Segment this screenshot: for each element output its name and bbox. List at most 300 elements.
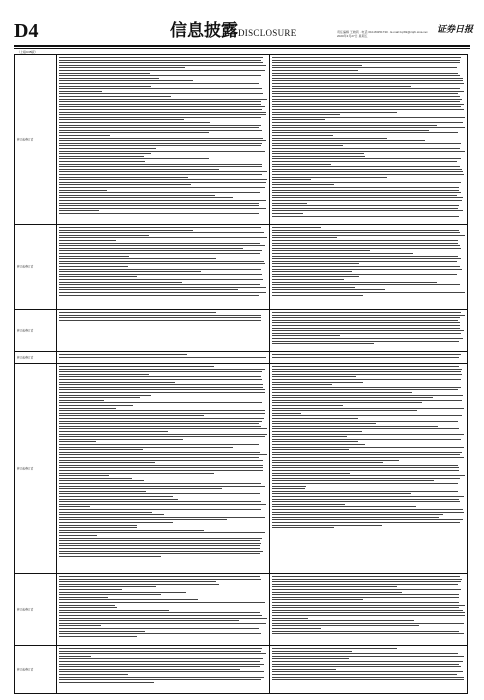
text-line (272, 677, 464, 678)
text-line (272, 436, 347, 437)
table-row (15, 646, 467, 693)
text-line (59, 269, 261, 270)
text-line (272, 145, 343, 146)
text-line (272, 509, 463, 510)
text-line (272, 592, 402, 593)
text-line (272, 328, 460, 329)
text-line (59, 143, 262, 144)
text-line (272, 602, 459, 603)
text-line (59, 491, 146, 492)
cell-text-block (272, 57, 465, 223)
text-line (272, 633, 464, 634)
text-line (59, 441, 96, 442)
text-line (272, 402, 422, 403)
text-line (272, 658, 349, 659)
text-line (59, 467, 263, 468)
after-revision-cell (270, 310, 467, 351)
text-line (59, 109, 262, 110)
text-line (59, 402, 262, 403)
text-line (272, 423, 376, 424)
text-line (272, 258, 461, 259)
text-line (59, 369, 265, 370)
text-line (59, 112, 266, 113)
text-line (59, 127, 259, 128)
text-line (272, 96, 460, 97)
text-line (59, 169, 219, 170)
text-line (272, 279, 344, 280)
before-revision-cell (57, 364, 270, 573)
text-line (59, 256, 129, 257)
text-line (272, 441, 358, 442)
row-label: 修订前/修订后 (17, 265, 34, 269)
text-line (59, 625, 101, 626)
text-line (59, 274, 262, 275)
text-line (272, 169, 462, 170)
text-line (59, 263, 265, 264)
text-line (272, 397, 433, 398)
text-line (272, 122, 463, 123)
disclosure-table (14, 54, 468, 694)
text-line (272, 447, 464, 448)
before-revision-cell (57, 55, 270, 224)
text-line (272, 597, 459, 598)
text-line (272, 271, 352, 272)
cell-text-block (272, 227, 465, 308)
text-line (272, 382, 363, 383)
text-line (59, 589, 122, 590)
text-line (272, 164, 331, 165)
text-line (59, 376, 261, 377)
text-line (59, 525, 137, 526)
text-line (272, 460, 399, 461)
row-label: 修订前/修订后 (17, 667, 34, 671)
text-line (272, 312, 461, 313)
text-line (59, 473, 214, 474)
cell-text-block (59, 366, 267, 572)
cell-text-block (59, 576, 267, 644)
text-line (59, 592, 186, 593)
text-line (272, 210, 463, 211)
text-line (272, 379, 461, 380)
text-line (272, 161, 457, 162)
text-line (59, 538, 262, 539)
text-line (272, 325, 460, 326)
text-line (272, 117, 465, 118)
text-line (59, 457, 259, 458)
text-line (59, 664, 264, 665)
text-line (59, 248, 243, 249)
cell-text-block (272, 354, 465, 362)
text-line (272, 99, 462, 100)
text-line (272, 341, 459, 342)
text-line (59, 156, 144, 157)
text-line (272, 140, 425, 141)
text-line (59, 426, 261, 427)
text-line (272, 269, 462, 270)
text-line (272, 651, 352, 652)
text-line (272, 395, 463, 396)
table-row (15, 310, 467, 352)
text-line (272, 400, 462, 401)
text-line (59, 99, 267, 100)
text-line (59, 73, 150, 74)
text-line (272, 80, 463, 81)
text-line (272, 317, 460, 318)
text-line (272, 371, 461, 372)
text-line (272, 473, 350, 474)
text-line (59, 607, 117, 608)
text-line (272, 434, 464, 435)
text-line (59, 258, 216, 259)
text-line (272, 576, 460, 577)
text-line (272, 322, 460, 323)
text-line (272, 354, 461, 355)
text-line (59, 462, 155, 463)
text-line (272, 389, 458, 390)
page-number: D4 (14, 20, 39, 42)
text-line (272, 666, 461, 667)
text-line (272, 661, 463, 662)
text-line (272, 208, 458, 209)
text-line (59, 674, 128, 675)
text-line (59, 421, 262, 422)
text-line (272, 674, 457, 675)
text-line (272, 335, 340, 336)
text-line (272, 237, 337, 238)
text-line (272, 384, 332, 385)
cell-text-block (59, 227, 267, 308)
text-line (272, 628, 321, 629)
row-label-cell (15, 364, 57, 573)
text-line (59, 93, 263, 94)
text-line (59, 486, 265, 487)
text-line (272, 227, 321, 228)
text-line (59, 504, 266, 505)
text-line (59, 171, 267, 172)
text-line (59, 509, 261, 510)
text-line (59, 586, 156, 587)
table-caption: （上接C35版） (17, 50, 38, 54)
text-line (59, 80, 193, 81)
before-revision-cell (57, 310, 270, 351)
section-title (170, 21, 297, 43)
text-line (59, 295, 259, 296)
text-line (59, 514, 164, 515)
text-line (59, 245, 265, 246)
text-line (59, 235, 149, 236)
text-line (59, 354, 187, 355)
text-line (59, 480, 144, 481)
text-line (59, 205, 259, 206)
text-line (59, 279, 263, 280)
issue-date: 2020年3月27日 星期五 (337, 33, 368, 38)
before-revision-cell (57, 646, 270, 693)
text-line (59, 114, 266, 115)
text-line (59, 682, 154, 683)
text-line (272, 174, 464, 175)
text-line (59, 317, 261, 318)
text-line (272, 408, 464, 409)
text-line (59, 287, 266, 288)
table-row (15, 225, 467, 310)
text-line (59, 677, 264, 678)
text-line (59, 227, 261, 228)
text-line (272, 132, 458, 133)
text-line (272, 235, 465, 236)
text-line (272, 581, 461, 582)
text-line (59, 449, 143, 450)
text-line (272, 282, 437, 283)
text-line (272, 449, 349, 450)
text-line (272, 679, 464, 680)
text-line (59, 67, 185, 68)
text-line (59, 517, 265, 518)
text-line (59, 148, 156, 149)
text-line (272, 166, 460, 167)
text-line (59, 519, 227, 520)
cell-text-block (272, 648, 465, 692)
text-line (59, 190, 107, 191)
text-line (59, 478, 132, 479)
text-line (59, 60, 261, 61)
text-line (59, 213, 259, 214)
text-line (272, 478, 460, 479)
text-line (272, 514, 443, 515)
text-line (59, 210, 99, 211)
text-line (59, 653, 266, 654)
text-line (59, 522, 173, 523)
text-line (59, 413, 265, 414)
text-line (272, 320, 458, 321)
after-revision-cell (270, 225, 467, 309)
text-line (272, 67, 457, 68)
editor-contact-line: 责任编辑 王晓莉 · 电话 010-83251730 · E-mail:zqrb9@zqrb.sina.net (337, 30, 428, 34)
text-line (272, 284, 460, 285)
text-line (59, 382, 175, 383)
text-line (59, 192, 260, 193)
text-line (59, 410, 265, 411)
text-line (272, 333, 461, 334)
text-line (272, 83, 464, 84)
text-line (272, 240, 458, 241)
text-line (272, 405, 343, 406)
text-line (59, 656, 91, 657)
text-line (59, 545, 260, 546)
text-line (272, 130, 429, 131)
text-line (272, 114, 340, 115)
row-label: 修订前/修订后 (17, 137, 34, 141)
text-line (59, 195, 215, 196)
text-line (59, 499, 178, 500)
text-line (272, 205, 459, 206)
text-line (59, 91, 102, 92)
row-label-cell (15, 352, 57, 363)
text-line (272, 610, 463, 611)
cell-text-block (272, 312, 465, 350)
text-line (59, 620, 239, 621)
text-line (272, 517, 439, 518)
text-line (272, 292, 465, 293)
text-line (59, 470, 263, 471)
text-line (59, 104, 261, 105)
text-line (59, 551, 263, 552)
cell-text-block (59, 312, 267, 350)
masthead-rule-thin (14, 48, 470, 49)
text-line (59, 610, 169, 611)
text-line (59, 576, 260, 577)
text-line (59, 648, 262, 649)
text-line (272, 664, 459, 665)
text-line (272, 599, 363, 600)
text-line (272, 135, 333, 136)
after-revision-cell (270, 55, 467, 224)
text-line (59, 666, 260, 667)
text-line (272, 519, 463, 520)
text-line (272, 579, 462, 580)
text-line (272, 232, 460, 233)
text-line (272, 289, 385, 290)
text-line (59, 240, 116, 241)
text-line (272, 179, 311, 180)
text-line (272, 151, 465, 152)
row-label: 修订前/修订后 (17, 466, 34, 470)
text-line (59, 184, 191, 185)
row-label-cell (15, 310, 57, 351)
text-line (59, 395, 151, 396)
text-line (272, 106, 461, 107)
text-line (272, 153, 364, 154)
text-line (59, 374, 149, 375)
text-line (59, 284, 260, 285)
text-line (272, 101, 460, 102)
text-line (59, 230, 193, 231)
text-line (59, 540, 260, 541)
text-line (59, 117, 261, 118)
text-line (272, 631, 459, 632)
text-line (272, 197, 463, 198)
text-line (272, 410, 417, 411)
text-line (272, 457, 464, 458)
text-line (272, 480, 434, 481)
text-line (272, 213, 303, 214)
text-line (272, 171, 463, 172)
text-line (272, 125, 437, 126)
text-line (272, 504, 345, 505)
text-line (59, 581, 216, 582)
text-line (272, 475, 465, 476)
text-line (59, 599, 198, 600)
text-line (272, 276, 359, 277)
text-line (59, 140, 266, 141)
text-line (59, 556, 161, 557)
text-line (59, 132, 209, 133)
text-line (59, 651, 261, 652)
before-revision-cell (57, 574, 270, 645)
text-line (272, 499, 459, 500)
text-line (272, 263, 359, 264)
text-line (59, 548, 260, 549)
text-line (59, 119, 184, 120)
text-line (59, 125, 261, 126)
table-row (15, 352, 467, 364)
text-line (272, 315, 465, 316)
text-line (272, 615, 465, 616)
text-line (59, 532, 265, 533)
text-line (272, 230, 459, 231)
text-line (59, 96, 171, 97)
row-label-cell (15, 574, 57, 645)
text-line (272, 75, 460, 76)
text-line (272, 387, 461, 388)
text-line (272, 671, 463, 672)
text-line (272, 493, 411, 494)
text-line (272, 623, 464, 624)
cell-text-block (272, 366, 465, 572)
text-line (272, 620, 414, 621)
text-line (59, 106, 265, 107)
row-label-cell (15, 646, 57, 693)
text-line (59, 357, 266, 358)
text-line (272, 512, 464, 513)
text-line (59, 615, 262, 616)
text-line (59, 151, 265, 152)
table-row (15, 55, 467, 225)
text-line (272, 148, 460, 149)
after-revision-cell (270, 646, 467, 693)
text-line (59, 658, 263, 659)
text-line (59, 465, 263, 466)
text-line (272, 182, 461, 183)
text-line (272, 274, 457, 275)
text-line (272, 506, 416, 507)
text-line (272, 454, 460, 455)
text-line (59, 496, 173, 497)
text-line (59, 602, 265, 603)
text-line (272, 525, 382, 526)
text-line (272, 586, 397, 587)
text-line (59, 631, 145, 632)
text-line (59, 623, 266, 624)
text-line (59, 320, 261, 321)
text-line (59, 282, 182, 283)
text-line (272, 483, 458, 484)
text-line (272, 256, 458, 257)
text-line (59, 203, 259, 204)
text-line (59, 408, 116, 409)
text-line (272, 143, 461, 144)
newspaper-logo: 证券日报 (437, 25, 474, 35)
text-line (59, 428, 267, 429)
text-line (59, 237, 267, 238)
text-line (272, 190, 459, 191)
text-line (272, 261, 457, 262)
text-line (272, 253, 413, 254)
text-line (59, 153, 151, 154)
text-line (272, 127, 465, 128)
text-line (59, 371, 262, 372)
text-line (272, 338, 463, 339)
text-line (272, 418, 358, 419)
text-line (272, 618, 308, 619)
text-line (59, 57, 263, 58)
text-line (59, 243, 260, 244)
text-line (272, 250, 370, 251)
text-line (272, 248, 461, 249)
text-line (59, 530, 204, 531)
text-line (272, 392, 412, 393)
text-line (59, 271, 201, 272)
text-line (59, 177, 188, 178)
